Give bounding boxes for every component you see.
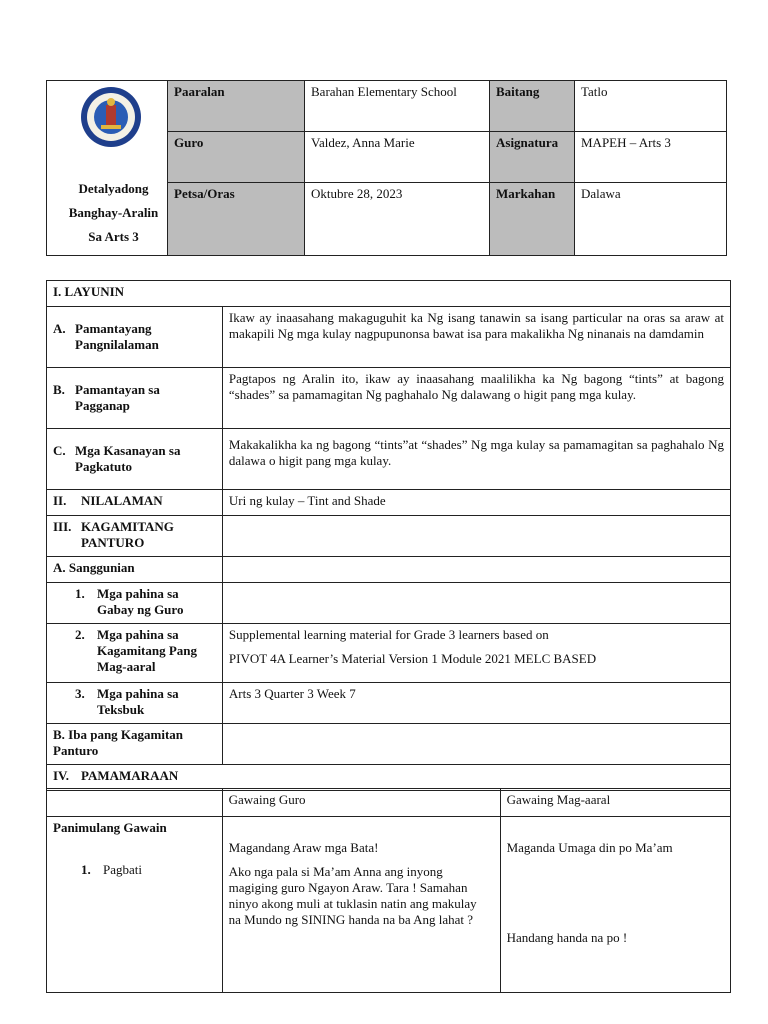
sanggunian-1-label: 1. Mga pahina sa Gabay ng Guro (47, 583, 223, 624)
label-paaralan: Paaralan (168, 81, 305, 132)
kagamitan-text (222, 516, 730, 557)
section-kagamitan: III. KAGAMITANG PANTURO (47, 516, 223, 557)
sanggunian-3-label: 3. Mga pahina sa Teksbuk (47, 683, 223, 724)
section-sanggunian: A. Sanggunian (47, 557, 223, 583)
layunin-b-text: Pagtapos ng Aralin ito, ikaw ay inaasahang maalilikha ka Ng bagong “tints” at bagong “shades” sa pamamagitan Ng paghahalo Ng dalawang o higit pang mga kulay. (222, 368, 730, 429)
guro-introduction: Ako nga pala si Ma’am Anna ang inyong magiging guro Ngayon Araw. Tara ! Samahan ninyo akong muli at tuklasin natin ang makulay na Mundo ng SINING handa na ba Ang lahat ? (228, 864, 477, 927)
iba-pang-kagamitan-text (222, 724, 730, 765)
lesson-plan-table (46, 280, 731, 791)
layunin-c-text: Makakalikha ka ng bagong “tints”at “shades” Ng mga kulay sa pamamagitan sa paghahalo Ng dalawa o higit pang mga kulay. (222, 429, 730, 490)
procedure-empty-header (47, 789, 223, 817)
label-guro: Guro (168, 132, 305, 183)
label-asignatura: Asignatura (490, 132, 575, 183)
guro-greeting: Magandang Araw mga Bata! (228, 840, 379, 855)
header-table (46, 80, 727, 256)
sanggunian-2-text: Supplemental learning material for Grade 3 learners based on PIVOT 4A Learner’s Material Version 1 Module 2021 MELC BASED (222, 624, 730, 683)
label-markahan: Markahan (490, 183, 575, 256)
sanggunian-1-text (222, 583, 730, 624)
label-petsa: Petsa/Oras (168, 183, 305, 256)
procedure-table (46, 788, 731, 993)
column-gawaing-magaaral: Gawaing Mag-aaral (500, 789, 730, 817)
section-layunin: I. LAYUNIN (47, 281, 731, 307)
layunin-a-label: A. Pamantayang Pangnilalaman (47, 307, 223, 368)
layunin-b-label: B. Pamantayan sa Pagganap (47, 368, 223, 429)
sanggunian-3-text: Arts 3 Quarter 3 Week 7 (222, 683, 730, 724)
title-line-1: Detalyadong (78, 181, 149, 196)
title-cell (47, 81, 168, 256)
value-asignatura: MAPEH – Arts 3 (575, 132, 727, 183)
title-line-2: Banghay-Aralin (68, 205, 159, 220)
panimulang-gawain-cell (47, 817, 223, 993)
value-markahan: Dalawa (575, 183, 727, 256)
sanggunian-text (222, 557, 730, 583)
deped-seal-icon (79, 85, 143, 149)
gawaing-magaaral-cell (500, 817, 730, 993)
panimulang-gawain-label: Panimulang Gawain (53, 820, 167, 835)
pagbati-label: 1. Pagbati (81, 862, 142, 877)
value-guro: Valdez, Anna Marie (305, 132, 490, 183)
layunin-c-label: C. Mga Kasanayan sa Pagkatuto (47, 429, 223, 490)
section-pamamaraan: IV. PAMAMARAAN (47, 765, 731, 791)
layunin-a-text: Ikaw ay inaasahang makaguguhit ka Ng isang tanawin sa isang particular na oras sa araw at makapili Ng mga kulay nagpupunonsa bawat isa para makalikha Ng ninanais na damdamin (222, 307, 730, 368)
gawaing-guro-cell (222, 817, 500, 993)
value-paaralan: Barahan Elementary School (305, 81, 490, 132)
value-petsa: Oktubre 28, 2023 (305, 183, 490, 256)
title-line-3: Sa Arts 3 (88, 229, 139, 244)
magaaral-ready: Handang handa na po ! (506, 930, 628, 945)
column-gawaing-guro: Gawaing Guro (222, 789, 500, 817)
value-baitang: Tatlo (575, 81, 727, 132)
section-nilalaman: II. NILALAMAN (47, 490, 223, 516)
magaaral-greeting: Maganda Umaga din po Ma’am (506, 840, 673, 855)
label-baitang: Baitang (490, 81, 575, 132)
nilalaman-text: Uri ng kulay – Tint and Shade (222, 490, 730, 516)
sanggunian-2-label: 2. Mga pahina sa Kagamitang Pang Mag-aaral (47, 624, 223, 683)
section-iba-pang-kagamitan: B. Iba pang Kagamitan Panturo (47, 724, 223, 765)
